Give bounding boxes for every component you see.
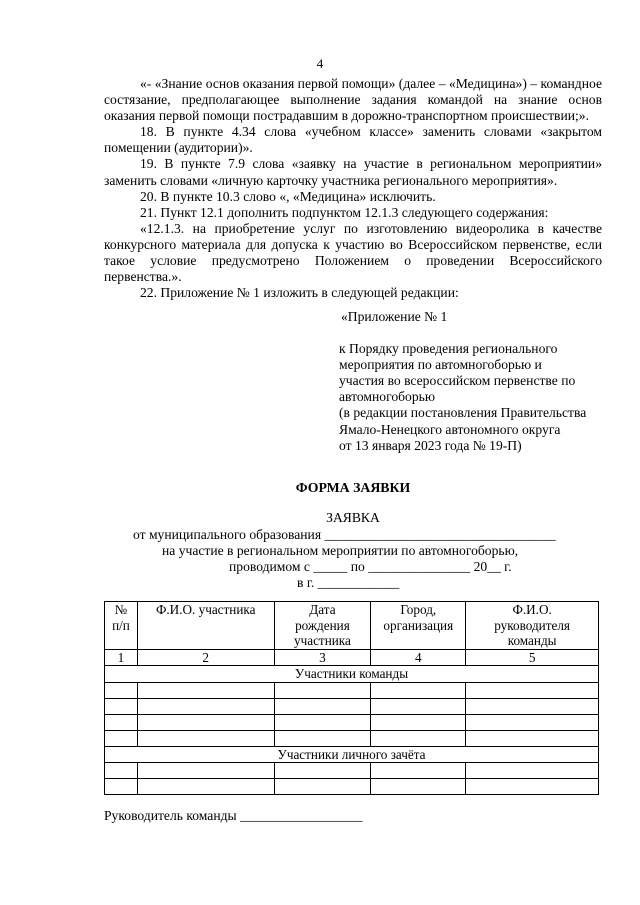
- table-row: [105, 682, 599, 698]
- paragraph-22: 22. Приложение № 1 изложить в следующей редакции:: [140, 285, 459, 301]
- section-row-personal: [105, 746, 599, 763]
- paragraph-12-1-3: «12.1.3. на приобретение услуг по изготовлению видеоролика в качестве конкурсного материала для допуска к участию во Всероссийском первенстве, если такое условие предусмотрено Положением о проведении Всероссийского первенства.».: [104, 220, 602, 285]
- paragraph-20: 20. В пункте 10.3 слово «, «Медицина» исключить.: [140, 188, 436, 204]
- application-table: [104, 601, 599, 795]
- table-row: [105, 779, 599, 795]
- form-heading: ЗАЯВКА: [326, 510, 380, 525]
- appendix-body: к Порядку проведения регионального мероприятия по автомногоборью и участия во всероссийском первенстве по автомногоборью (в редакции постановления Правительства Ямало-Ненецкого автономного округа от 13 января 2023 года № 19-П): [339, 341, 587, 453]
- appendix-title: «Приложение № 1: [341, 309, 448, 324]
- column-number-3: 3: [274, 649, 371, 666]
- table-numbering-row: [105, 649, 599, 666]
- form-line-participation: на участие в региональном мероприятии по автомногоборью,: [162, 543, 519, 558]
- paragraph-medicine-definition: «- «Знание основ оказания первой помощи» (далее – «Медицина») – командное состязание, предполагающее выполнение задания командой на знание основ оказания первой помощи пострадавшим в дорожно-транспортном происшествии;».: [104, 76, 602, 124]
- column-number-2: 2: [137, 649, 274, 666]
- table-row: [105, 763, 599, 779]
- section-personal-label: Участники личного зачёта: [105, 746, 599, 763]
- table-row: [105, 714, 599, 730]
- paragraph-21: 21. Пункт 12.1 дополнить подпунктом 12.1.3 следующего содержания:: [140, 204, 549, 220]
- header-team-leader: Ф.И.О. руководителя команды: [466, 602, 599, 650]
- table-header-row: [105, 602, 599, 650]
- table-row: [105, 698, 599, 714]
- form-title: ФОРМА ЗАЯВКИ: [295, 480, 411, 495]
- header-birth-date: Дата рождения участника: [274, 602, 371, 650]
- header-city-organization: Город, организация: [371, 602, 466, 650]
- form-line-city: в г. ____________: [297, 575, 400, 590]
- page-number: 4: [316, 56, 324, 71]
- header-participant-name: Ф.И.О. участника: [137, 602, 274, 650]
- header-number: № п/п: [105, 602, 138, 650]
- column-number-1: 1: [105, 649, 138, 666]
- appendix-block: [339, 309, 609, 454]
- section-team-label: Участники команды: [105, 666, 599, 683]
- team-leader-signature: Руководитель команды __________________: [104, 808, 363, 823]
- form-line-dates: проводимом с _____ по _______________ 20__ г.: [229, 559, 512, 574]
- form-line-municipality: от муниципального образования __________________________________: [133, 527, 556, 542]
- document-body: [104, 76, 602, 301]
- section-row-team: [105, 666, 599, 683]
- paragraph-18: 18. В пункте 4.34 слова «учебном классе» заменить словами «закрытом помещении (аудитории)».: [104, 124, 602, 156]
- paragraph-19: 19. В пункте 7.9 слова «заявку на участие в региональном мероприятии» заменить словами «личную карточку участника регионального мероприятия».: [104, 156, 602, 188]
- column-number-4: 4: [371, 649, 466, 666]
- column-number-5: 5: [466, 649, 599, 666]
- table-row: [105, 730, 599, 746]
